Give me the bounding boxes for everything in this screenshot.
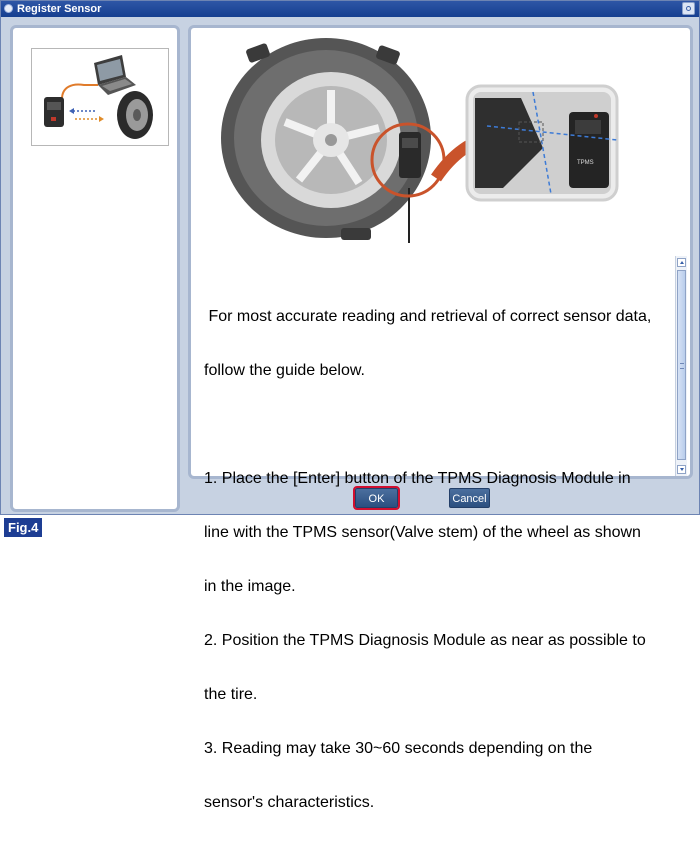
figure-label: Fig.4 (4, 518, 42, 537)
window-control-button[interactable] (682, 2, 695, 15)
guide-line: follow the guide below. (204, 362, 365, 379)
title-bar (1, 1, 699, 17)
scroll-thumb[interactable] (677, 270, 686, 460)
ok-button[interactable]: OK (355, 488, 398, 508)
wheel-sensor-illustration (191, 28, 690, 253)
guide-line: 1. Place the [Enter] button of the TPMS Diagnosis Module in (204, 470, 631, 487)
connection-thumbnail (31, 48, 169, 146)
scroll-down-arrow-icon[interactable] (677, 465, 686, 474)
guide-line: 2. Position the TPMS Diagnosis Module as near as possible to (204, 632, 646, 649)
vertical-scrollbar[interactable] (675, 256, 687, 476)
guide-text (204, 272, 674, 848)
app-icon (4, 4, 13, 13)
module-label: TPMS (577, 160, 594, 166)
guide-line (204, 416, 674, 434)
scroll-up-arrow-icon[interactable] (677, 258, 686, 267)
guide-line: in the image. (204, 578, 296, 595)
guide-line: 3. Reading may take 30~60 seconds depending on the (204, 740, 593, 757)
window-title: Register Sensor (17, 3, 102, 15)
guide-line: the tire. (204, 686, 258, 703)
cancel-button[interactable]: Cancel (449, 488, 490, 508)
connection-panel (10, 25, 180, 512)
guide-line: For most accurate reading and retrieval of correct sensor data, (204, 308, 652, 325)
laptop-module-tire-illustration (32, 49, 168, 145)
guide-line: line with the TPMS sensor(Valve stem) of the wheel as shown (204, 524, 641, 541)
guide-line: sensor's characteristics. (204, 794, 375, 811)
